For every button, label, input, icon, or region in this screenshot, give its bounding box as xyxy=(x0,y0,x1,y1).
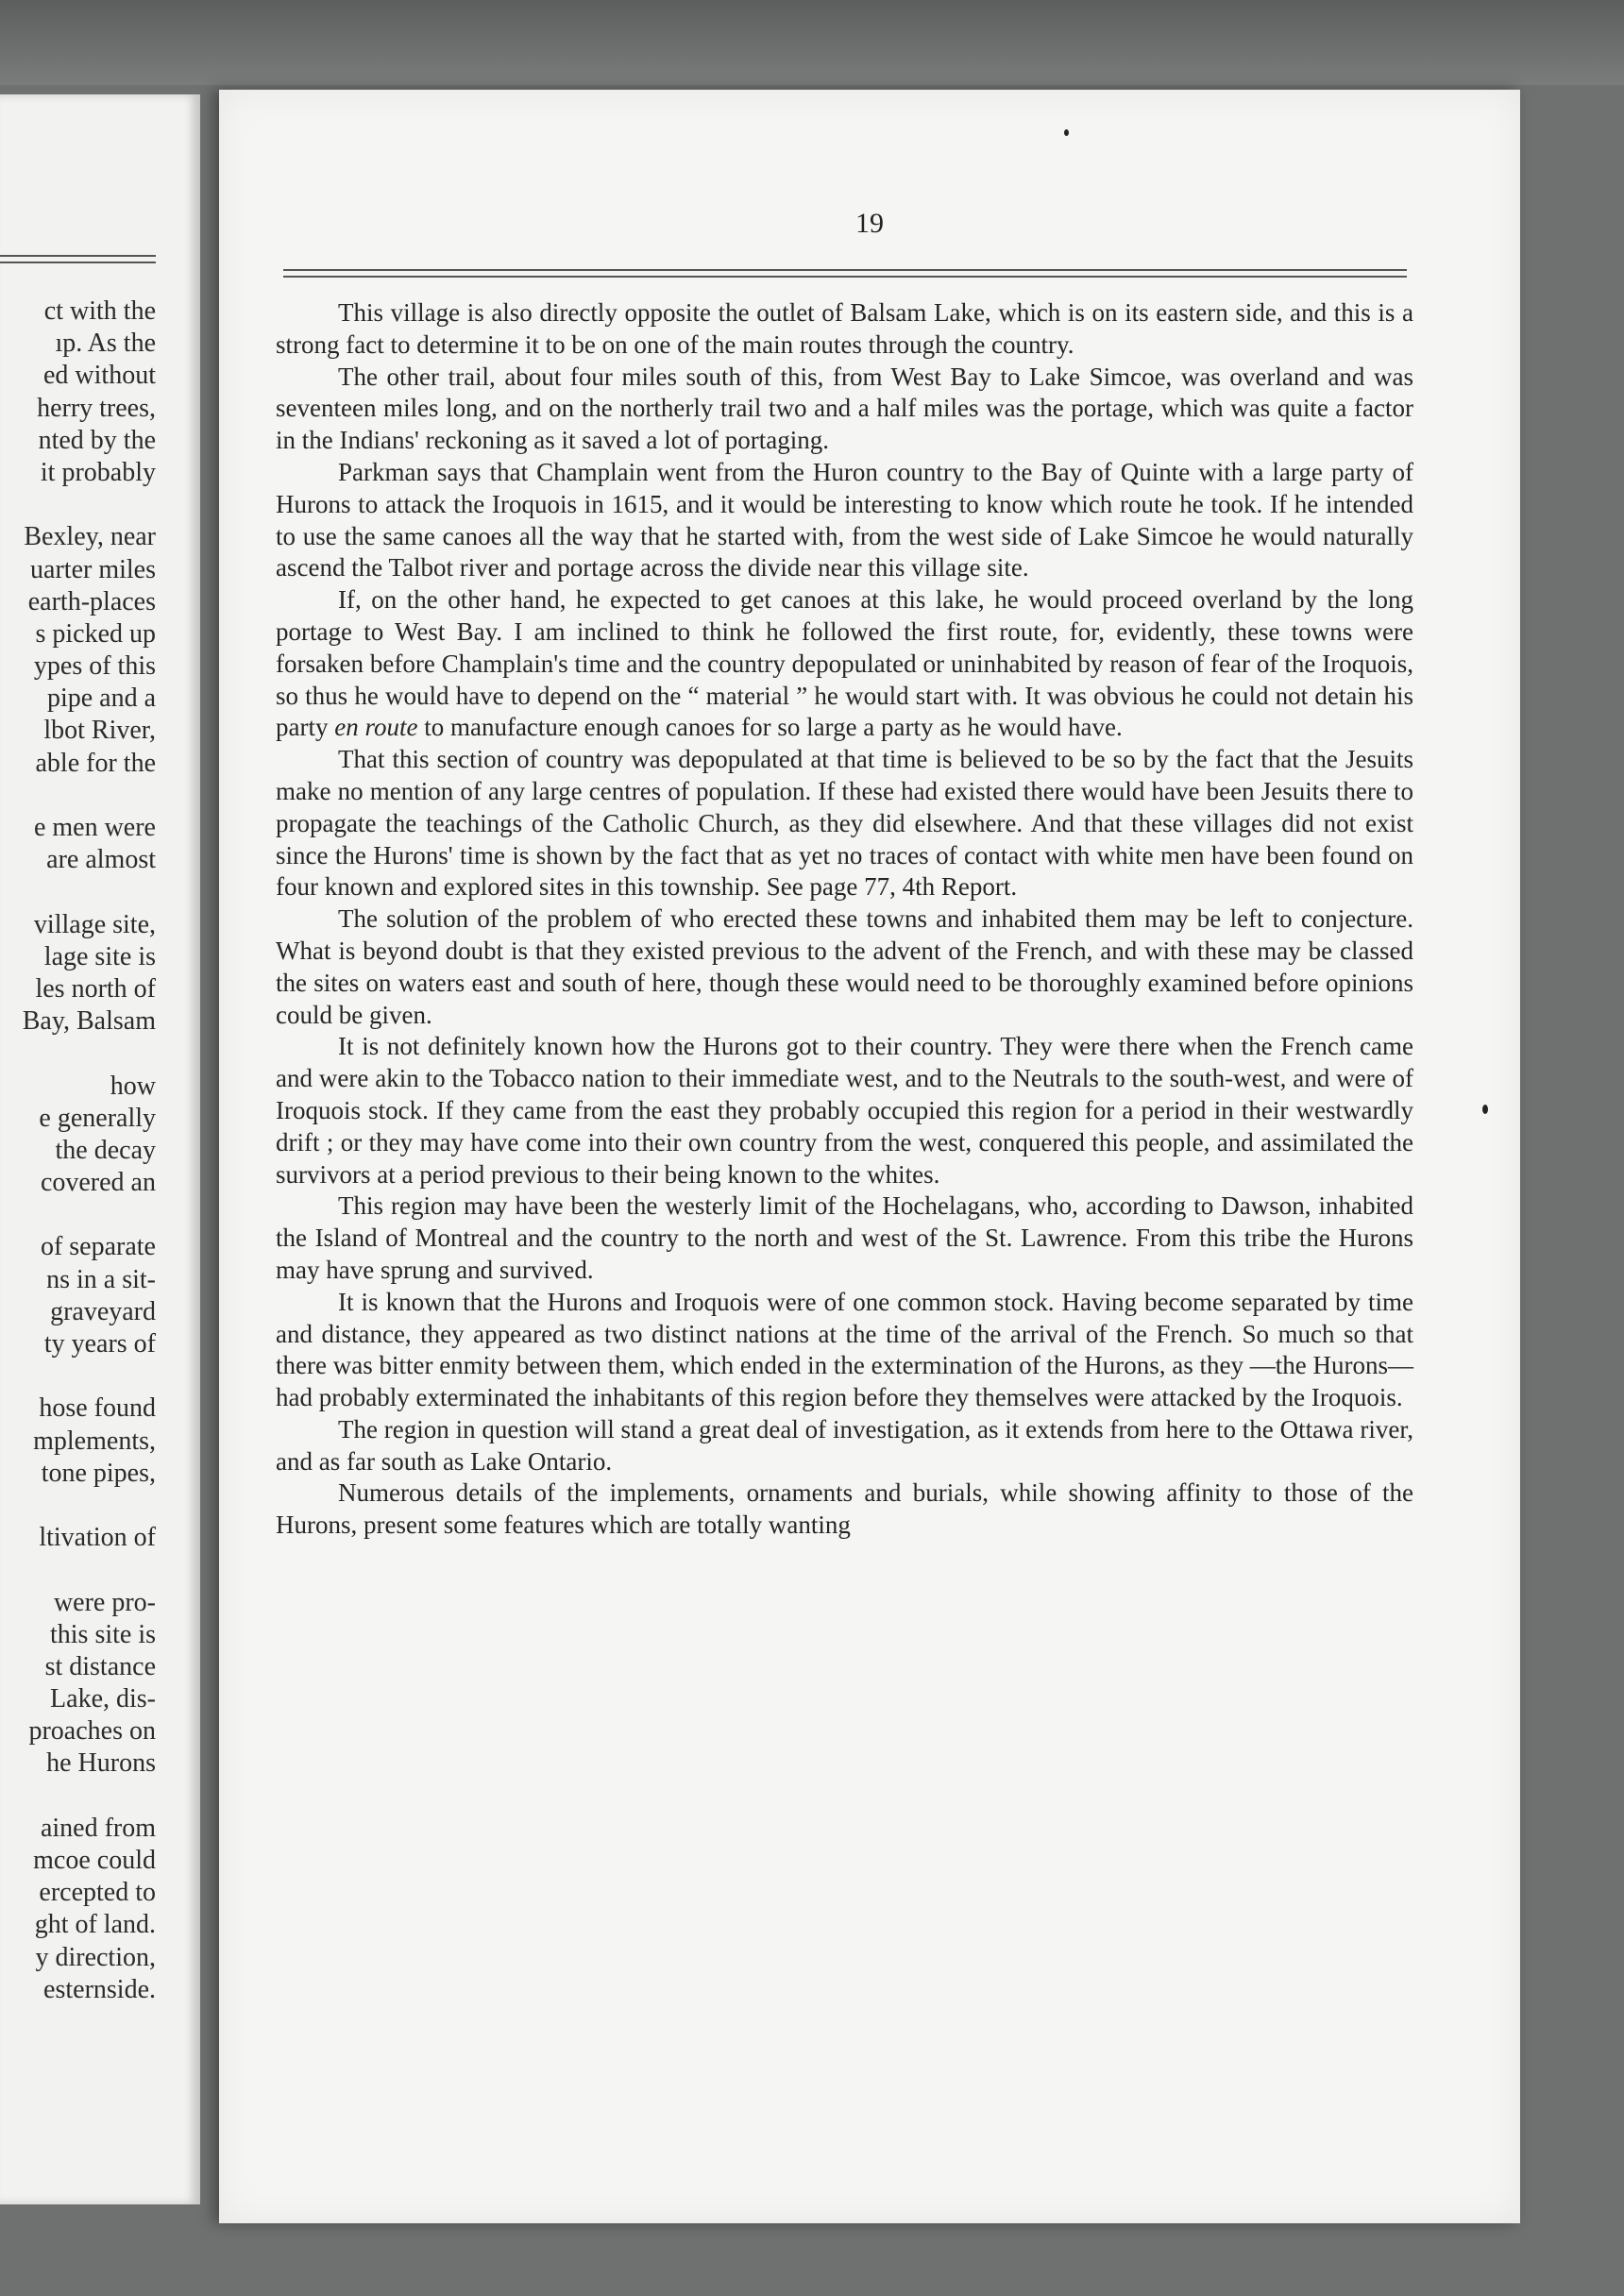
left-page-line: ty years of xyxy=(43,1329,156,1359)
body-text xyxy=(276,297,1413,1542)
scanner-backdrop xyxy=(0,0,1624,85)
left-page-line: were pro- xyxy=(53,1587,156,1617)
left-page-line: covered an xyxy=(40,1168,156,1198)
left-page-line: it probably xyxy=(40,457,156,487)
left-page-line xyxy=(0,1490,156,1522)
dust-speck xyxy=(1482,1105,1488,1114)
left-page-line: earth-places xyxy=(27,586,156,616)
left-page-line: are almost xyxy=(46,845,156,875)
paragraph: This region may have been the westerly limit of the Hochelagans, who, according to Dawson, inhabited the Island of Montreal and the country to the north and west of the St. Lawrence. From this tribe the Hurons may have sprung and survived. xyxy=(276,1191,1413,1284)
paragraph: It is known that the Hurons and Iroquois were of one common stock. Having become separated by time and distance, they appeared as two distinct nations at the time of the arrival of the French. So much so that there was bitter enmity between them, which ended in the extermination of the Hurons, as they —the Hurons—had probably exterminated the inhabitants of this region before they themselves were attacked by the Iroquois. xyxy=(276,1287,1413,1412)
left-page-line: herry trees, xyxy=(37,393,156,423)
left-page-line: tone pipes, xyxy=(41,1458,156,1488)
left-page-line: proaches on xyxy=(28,1716,156,1747)
left-page-line: ght of land. xyxy=(34,1910,156,1940)
paragraph: The other trail, about four miles south of this, from West Bay to Lake Simcoe, was overland and was seventeen miles long, and on the northerly trail two and a half miles was the portage, which was quite a factor in the Indians' reckoning as it saved a lot of portaging. xyxy=(276,362,1413,455)
left-page-line: esternside. xyxy=(43,1974,156,2004)
right-page xyxy=(219,90,1520,2223)
left-page-header-rule xyxy=(0,255,156,263)
dust-speck xyxy=(1064,129,1069,136)
left-page-line: this site is xyxy=(49,1619,156,1649)
page-number: 19 xyxy=(855,208,884,239)
header-rule xyxy=(283,269,1407,278)
left-page-line: the decay xyxy=(55,1135,156,1165)
left-page-line: how xyxy=(110,1071,156,1101)
paragraph: That this section of country was depopulated at that time is believed to be so by the fact that the Jesuits make no mention of any large centres of population. If these had existed there would have been Jesuits there to propagate the teachings of the Catholic Church, as they did elsewhere. And that these villages did not exist since the Hurons' time is shown by the fact that as yet no traces of contact with white men have been found on four known and explored sites in this township. See page 77, 4th Report. xyxy=(276,745,1413,902)
paragraph: The region in question will stand a great deal of investigation, as it extends from here to the Ottawa river, and as far south as Lake Ontario. xyxy=(276,1414,1413,1476)
paragraph: The solution of the problem of who erected these towns and inhabited them may be left to conjecture. What is beyond doubt is that they existed previous to the advent of the French, and with these may be classed the sites on waters east and south of here, though these would need to be thoroughly examined before opinions could be given. xyxy=(276,904,1413,1029)
left-page-line: ercepted to xyxy=(39,1878,156,1908)
left-page-line: uarter miles xyxy=(30,554,156,584)
left-page-line: ns in a sit- xyxy=(46,1264,156,1294)
left-page-line: ct with the xyxy=(43,296,156,326)
left-page-line: ed without xyxy=(43,361,156,391)
left-page-line xyxy=(0,489,156,521)
paragraph: Parkman says that Champlain went from the Huron country to the Bay of Quinte with a large party of Hurons to attack the Iroquois in 1615, and it would be interesting to know which route he took. If he intended to use the same canoes all the way that he started with, from the west side of Lake Simcoe he would naturally ascend the Talbot river and portage across the divide near this village site. xyxy=(276,457,1413,582)
left-page-line: graveyard xyxy=(50,1296,156,1326)
left-page-line: e men were xyxy=(33,813,156,842)
left-page-line xyxy=(0,1781,156,1813)
left-page-line: of separate xyxy=(40,1232,156,1262)
left-page-line: les north of xyxy=(35,973,156,1004)
left-page-line: ained from xyxy=(40,1813,156,1843)
left-page-line: ypes of this xyxy=(33,651,156,682)
left-page-line: village site, xyxy=(33,909,156,939)
left-page-line: Bexley, near xyxy=(24,522,156,552)
left-page-line xyxy=(0,1360,156,1393)
left-page-line: mplements, xyxy=(33,1426,156,1456)
left-page-line: lbot River, xyxy=(43,716,156,746)
left-page-fragment xyxy=(0,94,200,2204)
paragraph: Numerous details of the implements, ornaments and burials, while showing affinity to those of the Hurons, present some features which are totally wanting xyxy=(276,1478,1413,1540)
italic-phrase: en route xyxy=(334,713,418,742)
left-page-line: ıp. As the xyxy=(55,329,156,359)
left-page-line: s picked up xyxy=(35,618,156,649)
left-page-text-lines xyxy=(0,295,156,2006)
left-page-line: ltivation of xyxy=(39,1523,156,1553)
left-page-line xyxy=(0,876,156,908)
left-page-line: able for the xyxy=(35,748,156,778)
paragraph-text: to manufacture enough canoes for so large a party as he would have. xyxy=(417,713,1123,742)
left-page-line: Bay, Balsam xyxy=(22,1006,156,1037)
left-page-line: e generally xyxy=(39,1103,156,1133)
paragraph: This village is also directly opposite the outlet of Balsam Lake, which is on its eastern side, and this is a strong fact to determine it to be on one of the main routes through the country. xyxy=(276,298,1413,359)
left-page-line: mcoe could xyxy=(33,1846,156,1875)
left-page-line: hose found xyxy=(39,1393,156,1424)
left-page-line: lage site is xyxy=(43,941,156,971)
left-page-line xyxy=(0,780,156,812)
paragraph-text: If, on the other hand, he expected to get canoes at this lake, he would proceed overland by the long portage to West Bay. I am inclined to think he followed the first route, for, evidently, these towns were forsaken before Champlain's time and the country depopulated or uninhabited by reason of fear of the Iroquois, so thus he would have to depend on the “ material ” he would start with. It was obvious he could not detain his party xyxy=(276,585,1413,742)
left-page-line: he Hurons xyxy=(46,1748,156,1779)
left-page-line: pipe and a xyxy=(46,684,156,714)
left-page-line: nted by the xyxy=(38,425,156,455)
paragraph xyxy=(276,584,1413,744)
left-page-line xyxy=(0,1038,156,1070)
paragraph: It is not definitely known how the Hurons got to their country. They were there when the French came and were akin to the Tobacco nation to their immediate west, and to the Neutrals to the south-west, and were of Iroquois stock. If they came from the east they probably occupied this region for a period in their westwardly drift ; or they may have come into their own country from the west, conquered this people, and assimilated the survivors at a period previous to their being known to the whites. xyxy=(276,1032,1413,1189)
left-page-line: y direction, xyxy=(35,1942,156,1972)
left-page-line xyxy=(0,1199,156,1231)
left-page-line: st distance xyxy=(44,1651,156,1681)
left-page-line xyxy=(0,1554,156,1586)
left-page-line: Lake, dis- xyxy=(50,1684,156,1714)
